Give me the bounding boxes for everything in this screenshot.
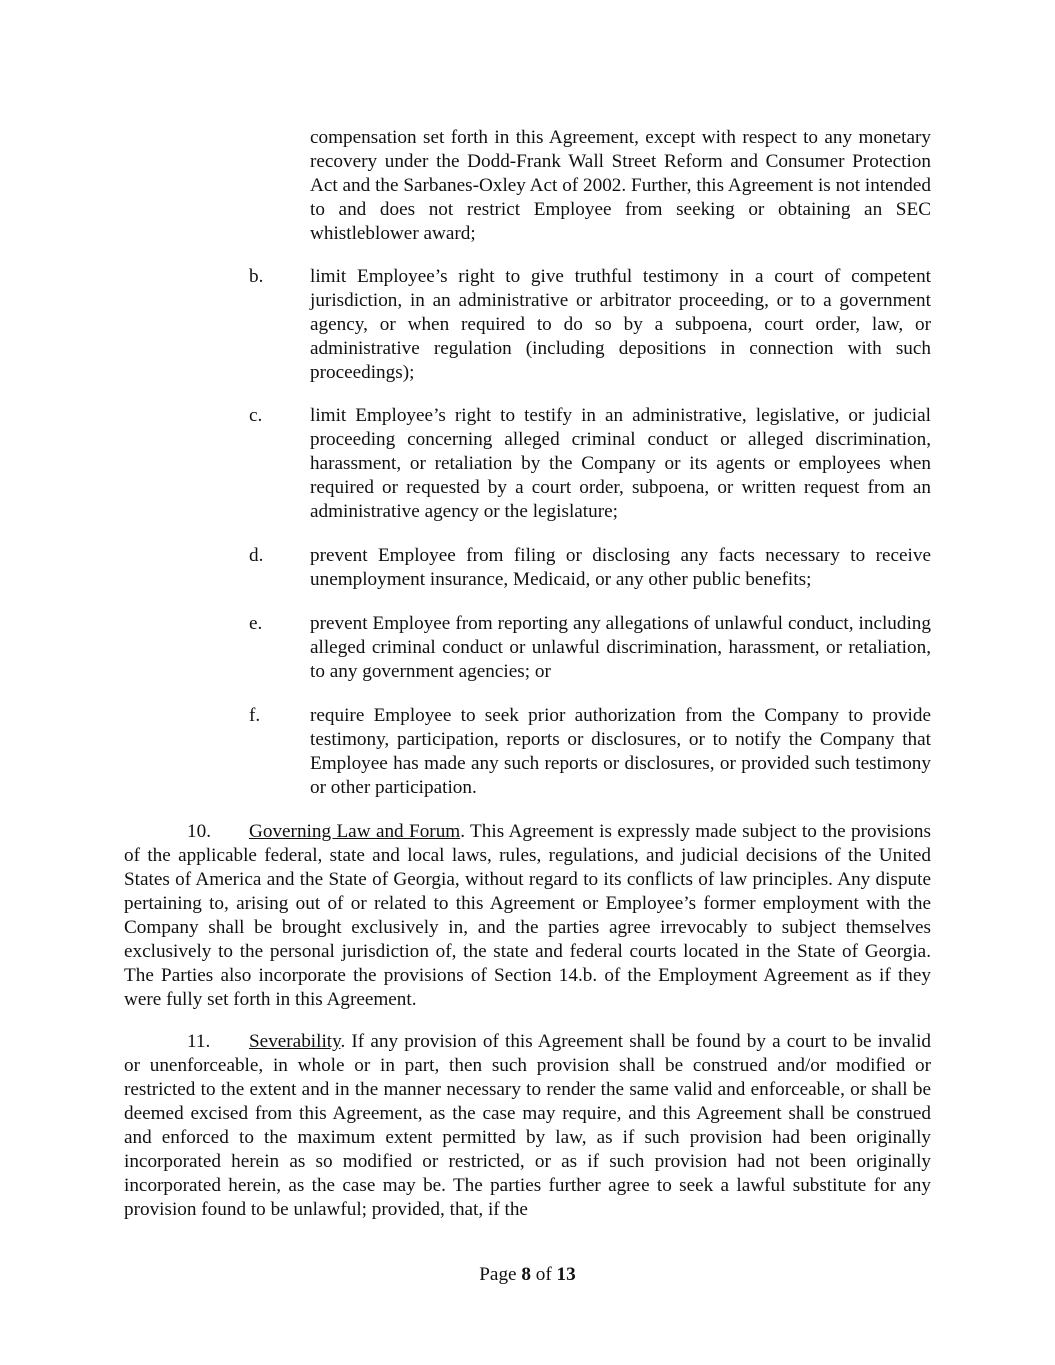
- section-10-governing-law: [124, 820, 931, 1012]
- list-item-text: limit Employee’s right to give truthful testimony in a court of competent jurisdiction, in an administrative or arbitrator proceeding, or to a government agency, or when required to do so by a subpoena, court order, law, or administrative regulation (including depositions in connection with such proceedings);: [310, 266, 931, 383]
- list-item-letter: d.: [249, 545, 264, 566]
- section-number: 11.: [187, 1031, 211, 1052]
- list-item-f: [249, 704, 931, 800]
- section-body: . If any provision of this Agreement shall be found by a court to be invalid or unenforceable, in whole or in part, then such provision shall be construed and/or modified or restricted to the extent and in the manner necessary to render the same valid and enforceable, or shall be deemed excised from this Agreement, as the case may require, and this Agreement shall be construed and enforced to the maximum extent permitted by law, as if such provision had been originally incorporated herein as so modified or restricted, or as if such provision had not been originally incorporated herein, as the case may be. The parties further agree to seek a lawful substitute for any provision found to be unlawful; provided, that, if the: [124, 1031, 931, 1220]
- list-item-text: prevent Employee from reporting any allegations of unlawful conduct, including alleged criminal conduct or unlawful discrimination, harassment, or retaliation, to any government agencies; or: [310, 613, 931, 682]
- list-item-d: [249, 544, 931, 592]
- section-11-severability: [124, 1030, 931, 1222]
- continued-paragraph: compensation set forth in this Agreement, except with respect to any monetary recovery under the Dodd-Frank Wall Street Reform and Consumer Protection Act and the Sarbanes-Oxley Act of 2002. Further, this Agreement is not intended to and does not restrict Employee from seeking or obtaining an SEC whistleblower award;: [310, 127, 931, 244]
- list-item-text: require Employee to seek prior authorization from the Company to provide testimony, participation, reports or disclosures, or to notify the Company that Employee has made any such reports or disclosures, or provided such testimony or other participation.: [310, 705, 931, 798]
- list-item-e: [249, 612, 931, 684]
- list-item-c: [249, 404, 931, 524]
- list-item-letter: e.: [249, 613, 263, 634]
- section-heading: Governing Law and Forum: [249, 821, 461, 842]
- list-item-letter: b.: [249, 266, 264, 287]
- current-page-number: 8: [521, 1264, 531, 1285]
- page-label: Page: [479, 1264, 517, 1285]
- list-item-letter: c.: [249, 405, 263, 426]
- section-body: . This Agreement is expressly made subject to the provisions of the applicable federal, state and local laws, rules, regulations, and judicial decisions of the United States of America and the State of Georgia, without regard to its conflicts of law principles. Any dispute pertaining to, arising out of or related to this Agreement or Employee’s former employment with the Company shall be brought exclusively in, and the parties agree irrevocably to subject themselves exclusively to the personal jurisdiction of, the state and federal courts located in the State of Georgia. The Parties also incorporate the provisions of Section 14.b. of the Employment Agreement as if they were fully set forth in this Agreement.: [124, 821, 931, 1010]
- total-page-count: 13: [556, 1264, 576, 1285]
- section-heading: Severability: [249, 1031, 341, 1052]
- page-separator: of: [535, 1264, 552, 1285]
- list-item-b: [249, 265, 931, 385]
- list-item-letter: f.: [249, 705, 261, 726]
- section-number: 10.: [187, 821, 211, 842]
- page-footer: [0, 1263, 1055, 1287]
- list-item-text: prevent Employee from filing or disclosing any facts necessary to receive unemployment insurance, Medicaid, or any other public benefits;: [310, 545, 931, 590]
- list-item-text: limit Employee’s right to testify in an administrative, legislative, or judicial proceeding concerning alleged criminal conduct or alleged discrimination, harassment, or retaliation by the Company or its agents or employees when required or requested by a court order, subpoena, or written request from an administrative agency or the legislature;: [310, 405, 931, 522]
